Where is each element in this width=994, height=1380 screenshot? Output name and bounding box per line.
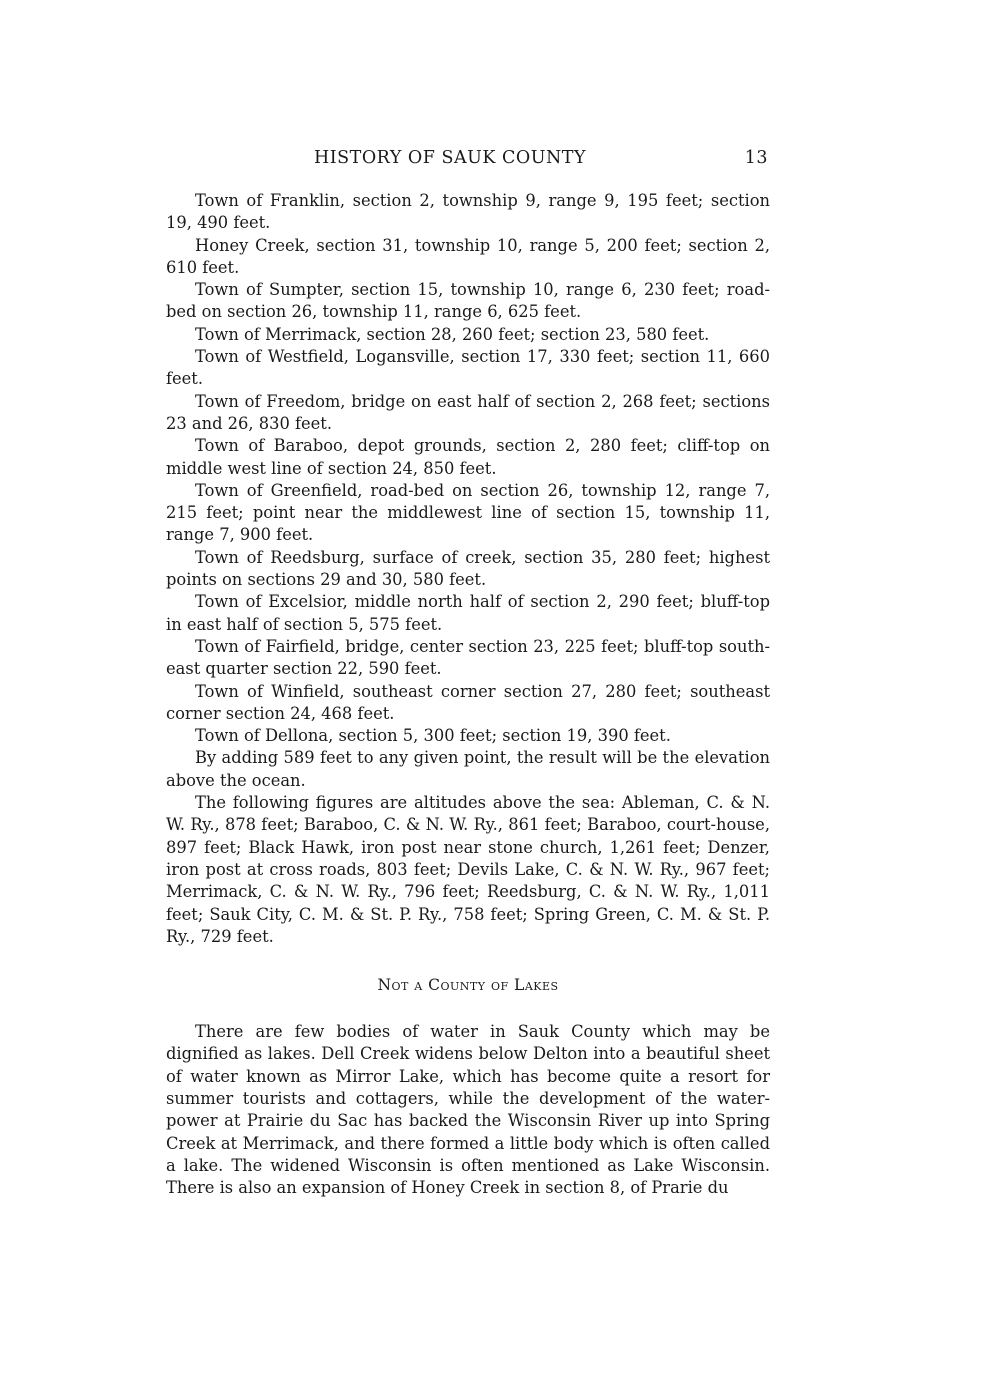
paragraph-honey-creek: Honey Creek, section 31, township 10, range 5, 200 feet; section 2, 610 feet. (166, 235, 770, 277)
paragraph-baraboo: Town of Baraboo, depot grounds, section 2, 280 feet; cliff-top on middle west line of section 24, 850 feet. (166, 436, 770, 478)
paragraph-lakes: There are few bodies of water in Sauk County which may be dignified as lakes. Dell Creek widens below Delton into a beautiful sheet of water known as Mirror Lake, which has become quite a resort for summer tourists and cottagers, while the development of the water-power at Prairie du Sac has backed the Wisconsin River up into Spring Creek at Merrimack, and there formed a little body which is often called a lake. The widened Wisconsin is often mentioned as Lake Wisconsin. There is also an expansion of Honey Creek in section 8, of Prarie du (166, 1022, 770, 1198)
paragraph-reedsburg: Town of Reedsburg, surface of creek, section 35, 280 feet; highest points on sections 29 and 30, 580 feet. (166, 547, 770, 590)
paragraph-dellona: Town of Dellona, section 5, 300 feet; section 19, 390 feet. (195, 726, 671, 746)
paragraph-sea-level-note: By adding 589 feet to any given point, the result will be the elevation above the ocean. (166, 748, 770, 790)
paragraph-winfield: Town of Winfield, southeast corner section 27, 280 feet; southeast corner section 24, 468 feet. (166, 681, 770, 723)
elevation-list (166, 190, 770, 948)
paragraph-excelsior: Town of Excelsior, middle north half of section 2, 290 feet; bluff-top in east half of section 5, 575 feet. (166, 592, 770, 634)
book-page (166, 148, 770, 1199)
paragraph-altitudes: The following figures are altitudes above the sea: Ableman, C. & N. W. Ry., 878 feet; Baraboo, C. & N. W. Ry., 861 feet; Baraboo, court-house, 897 feet; Black Hawk, iron post near stone church, 1,261 feet; Denzer, iron post at cross roads, 803 feet; Devils Lake, C. & N. W. Ry., 967 feet; Merrimack, C. & N. W. Ry., 796 feet; Reedsburg, C. & N. W. Ry., 1,011 feet; Sauk City, C. M. & St. P. Ry., 758 feet; Spring Green, C. M. & St. P. Ry., 729 feet. (166, 793, 770, 946)
paragraph-franklin: Town of Franklin, section 2, township 9, range 9, 195 feet; section 19, 490 feet. (166, 191, 770, 233)
page-number: 13 (744, 148, 768, 168)
paragraph-fairfield: Town of Fairfield, bridge, center section 23, 225 feet; bluff-top south-east quarter section 22, 590 feet. (166, 636, 770, 679)
paragraph-merrimack: Town of Merrimack, section 28, 260 feet; section 23, 580 feet. (195, 324, 710, 344)
running-title: HISTORY OF SAUK COUNTY (314, 148, 587, 168)
paragraph-westfield: Town of Westfield, Logansville, section 17, 330 feet; section 11, 660 feet. (166, 347, 770, 389)
section-heading: Not a County of Lakes (377, 976, 559, 995)
paragraph-freedom: Town of Freedom, bridge on east half of section 2, 268 feet; sections 23 and 26, 830 feet. (166, 391, 770, 433)
paragraph-sumpter: Town of Sumpter, section 15, township 10, range 6, 230 feet; road-bed on section 26, township 11, range 6, 625 feet. (166, 280, 770, 322)
running-head (166, 148, 770, 178)
paragraph-greenfield: Town of Greenfield, road-bed on section 26, township 12, range 7, 215 feet; point near the middlewest line of section 15, township 11, range 7, 900 feet. (166, 480, 770, 545)
